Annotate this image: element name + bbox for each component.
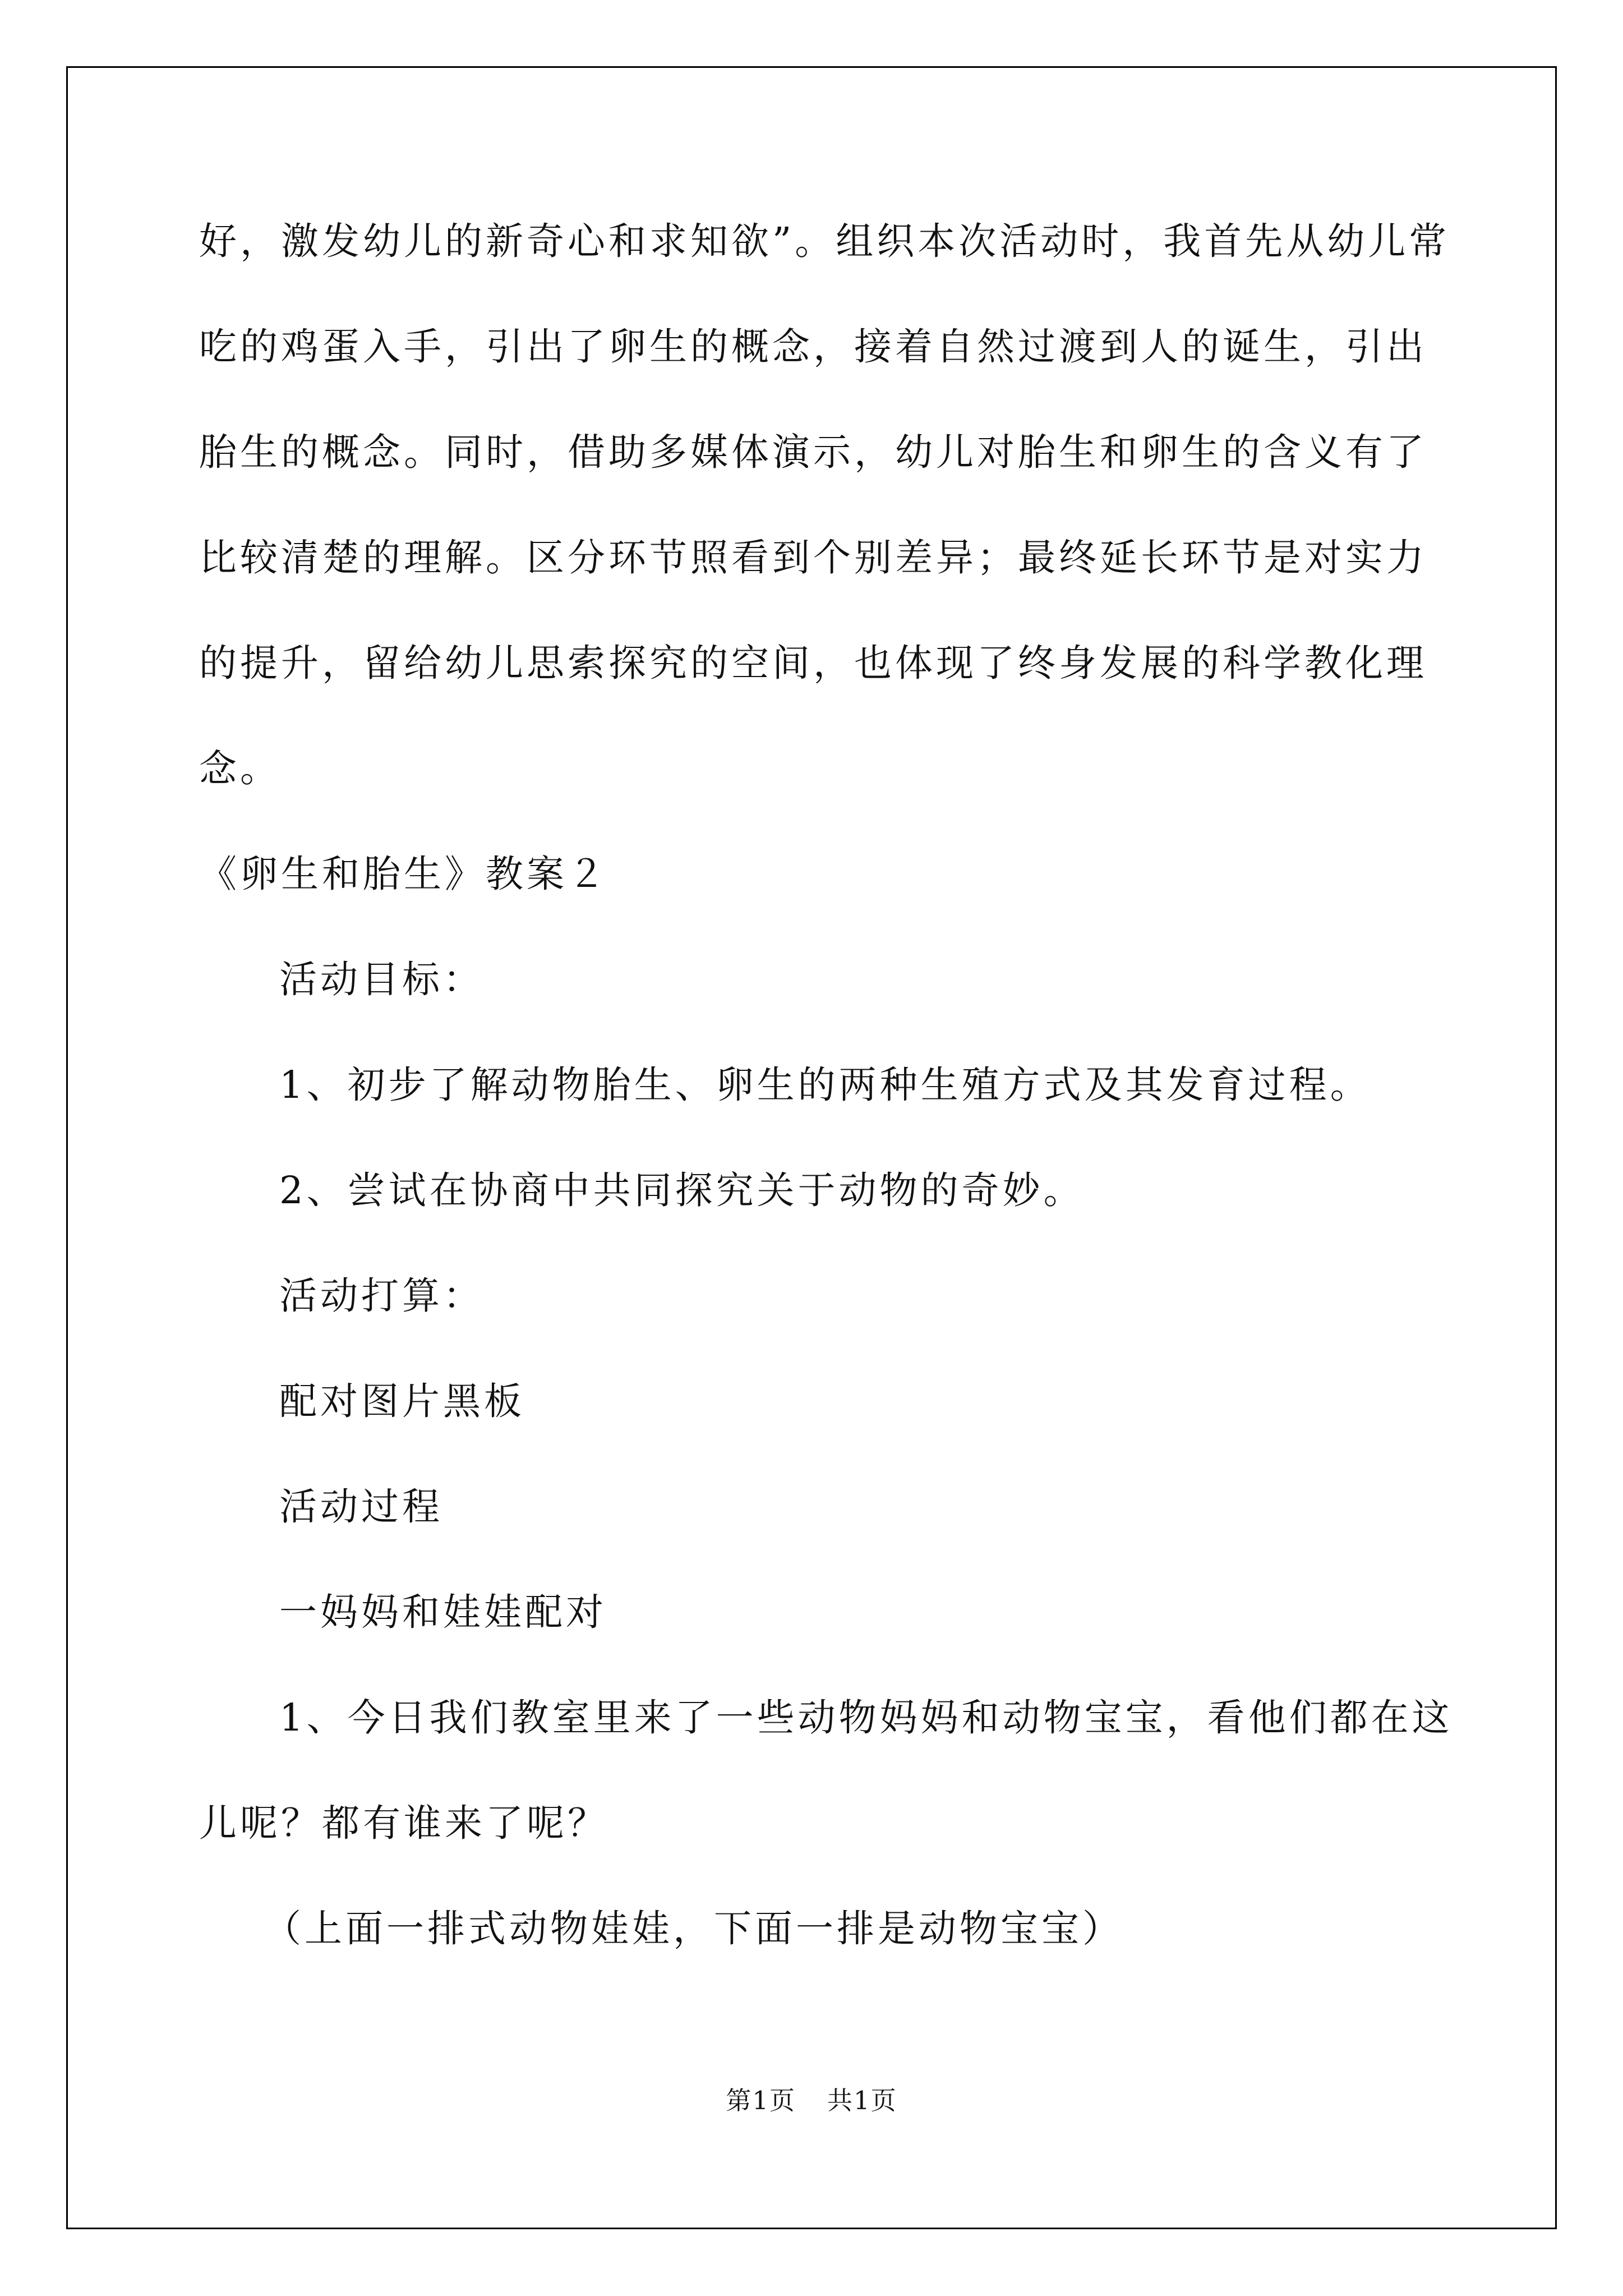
process-step-title: 一妈妈和娃娃配对 bbox=[279, 1590, 607, 1634]
process-note: （上面一排式动物娃娃，下面一排是动物宝宝） bbox=[264, 1907, 1123, 1950]
activity-process-heading: 活动过程 bbox=[279, 1485, 443, 1529]
materials-text: 配对图片黑板 bbox=[279, 1379, 525, 1423]
paragraph-line: 的提升，留给幼儿思索探究的空间，也体现了终身发展的科学教化理 bbox=[199, 641, 1427, 685]
page-footer bbox=[0, 2080, 1623, 2116]
document-body bbox=[199, 216, 1453, 2009]
process-step-text: 儿呢？都有谁来了呢？ bbox=[199, 1801, 608, 1845]
paragraph-line: 比较清楚的理解。区分环节照看到个别差异；最终延长环节是对实力 bbox=[199, 536, 1427, 579]
goal-item: 1、初步了解动物胎生、卵生的两种生殖方式及其发育过程。 bbox=[279, 1063, 1371, 1107]
page-number: 第1页 bbox=[726, 2086, 796, 2115]
goal-item: 2、尝试在协商中共同探究关于动物的奇妙。 bbox=[279, 1168, 1085, 1212]
paragraph-line: 念。 bbox=[199, 747, 281, 790]
paragraph-line: 胎生的概念。同时，借助多媒体演示，幼儿对胎生和卵生的含义有了 bbox=[199, 430, 1427, 474]
process-step-text: 1、今日我们教室里来了一些动物妈妈和动物宝宝，看他们都在这 bbox=[279, 1696, 1453, 1740]
activity-plan-heading: 活动打算： bbox=[279, 1274, 484, 1318]
section-heading: 《卵生和胎生》教案２ bbox=[199, 852, 608, 896]
activity-goals-heading: 活动目标： bbox=[279, 958, 484, 1001]
paragraph-line: 好，激发幼儿的新奇心和求知欲”。组织本次活动时，我首先从幼儿常 bbox=[199, 219, 1450, 263]
total-pages: 共1页 bbox=[827, 2086, 897, 2115]
paragraph-line: 吃的鸡蛋入手，引出了卵生的概念，接着自然过渡到人的诞生，引出 bbox=[199, 325, 1427, 369]
